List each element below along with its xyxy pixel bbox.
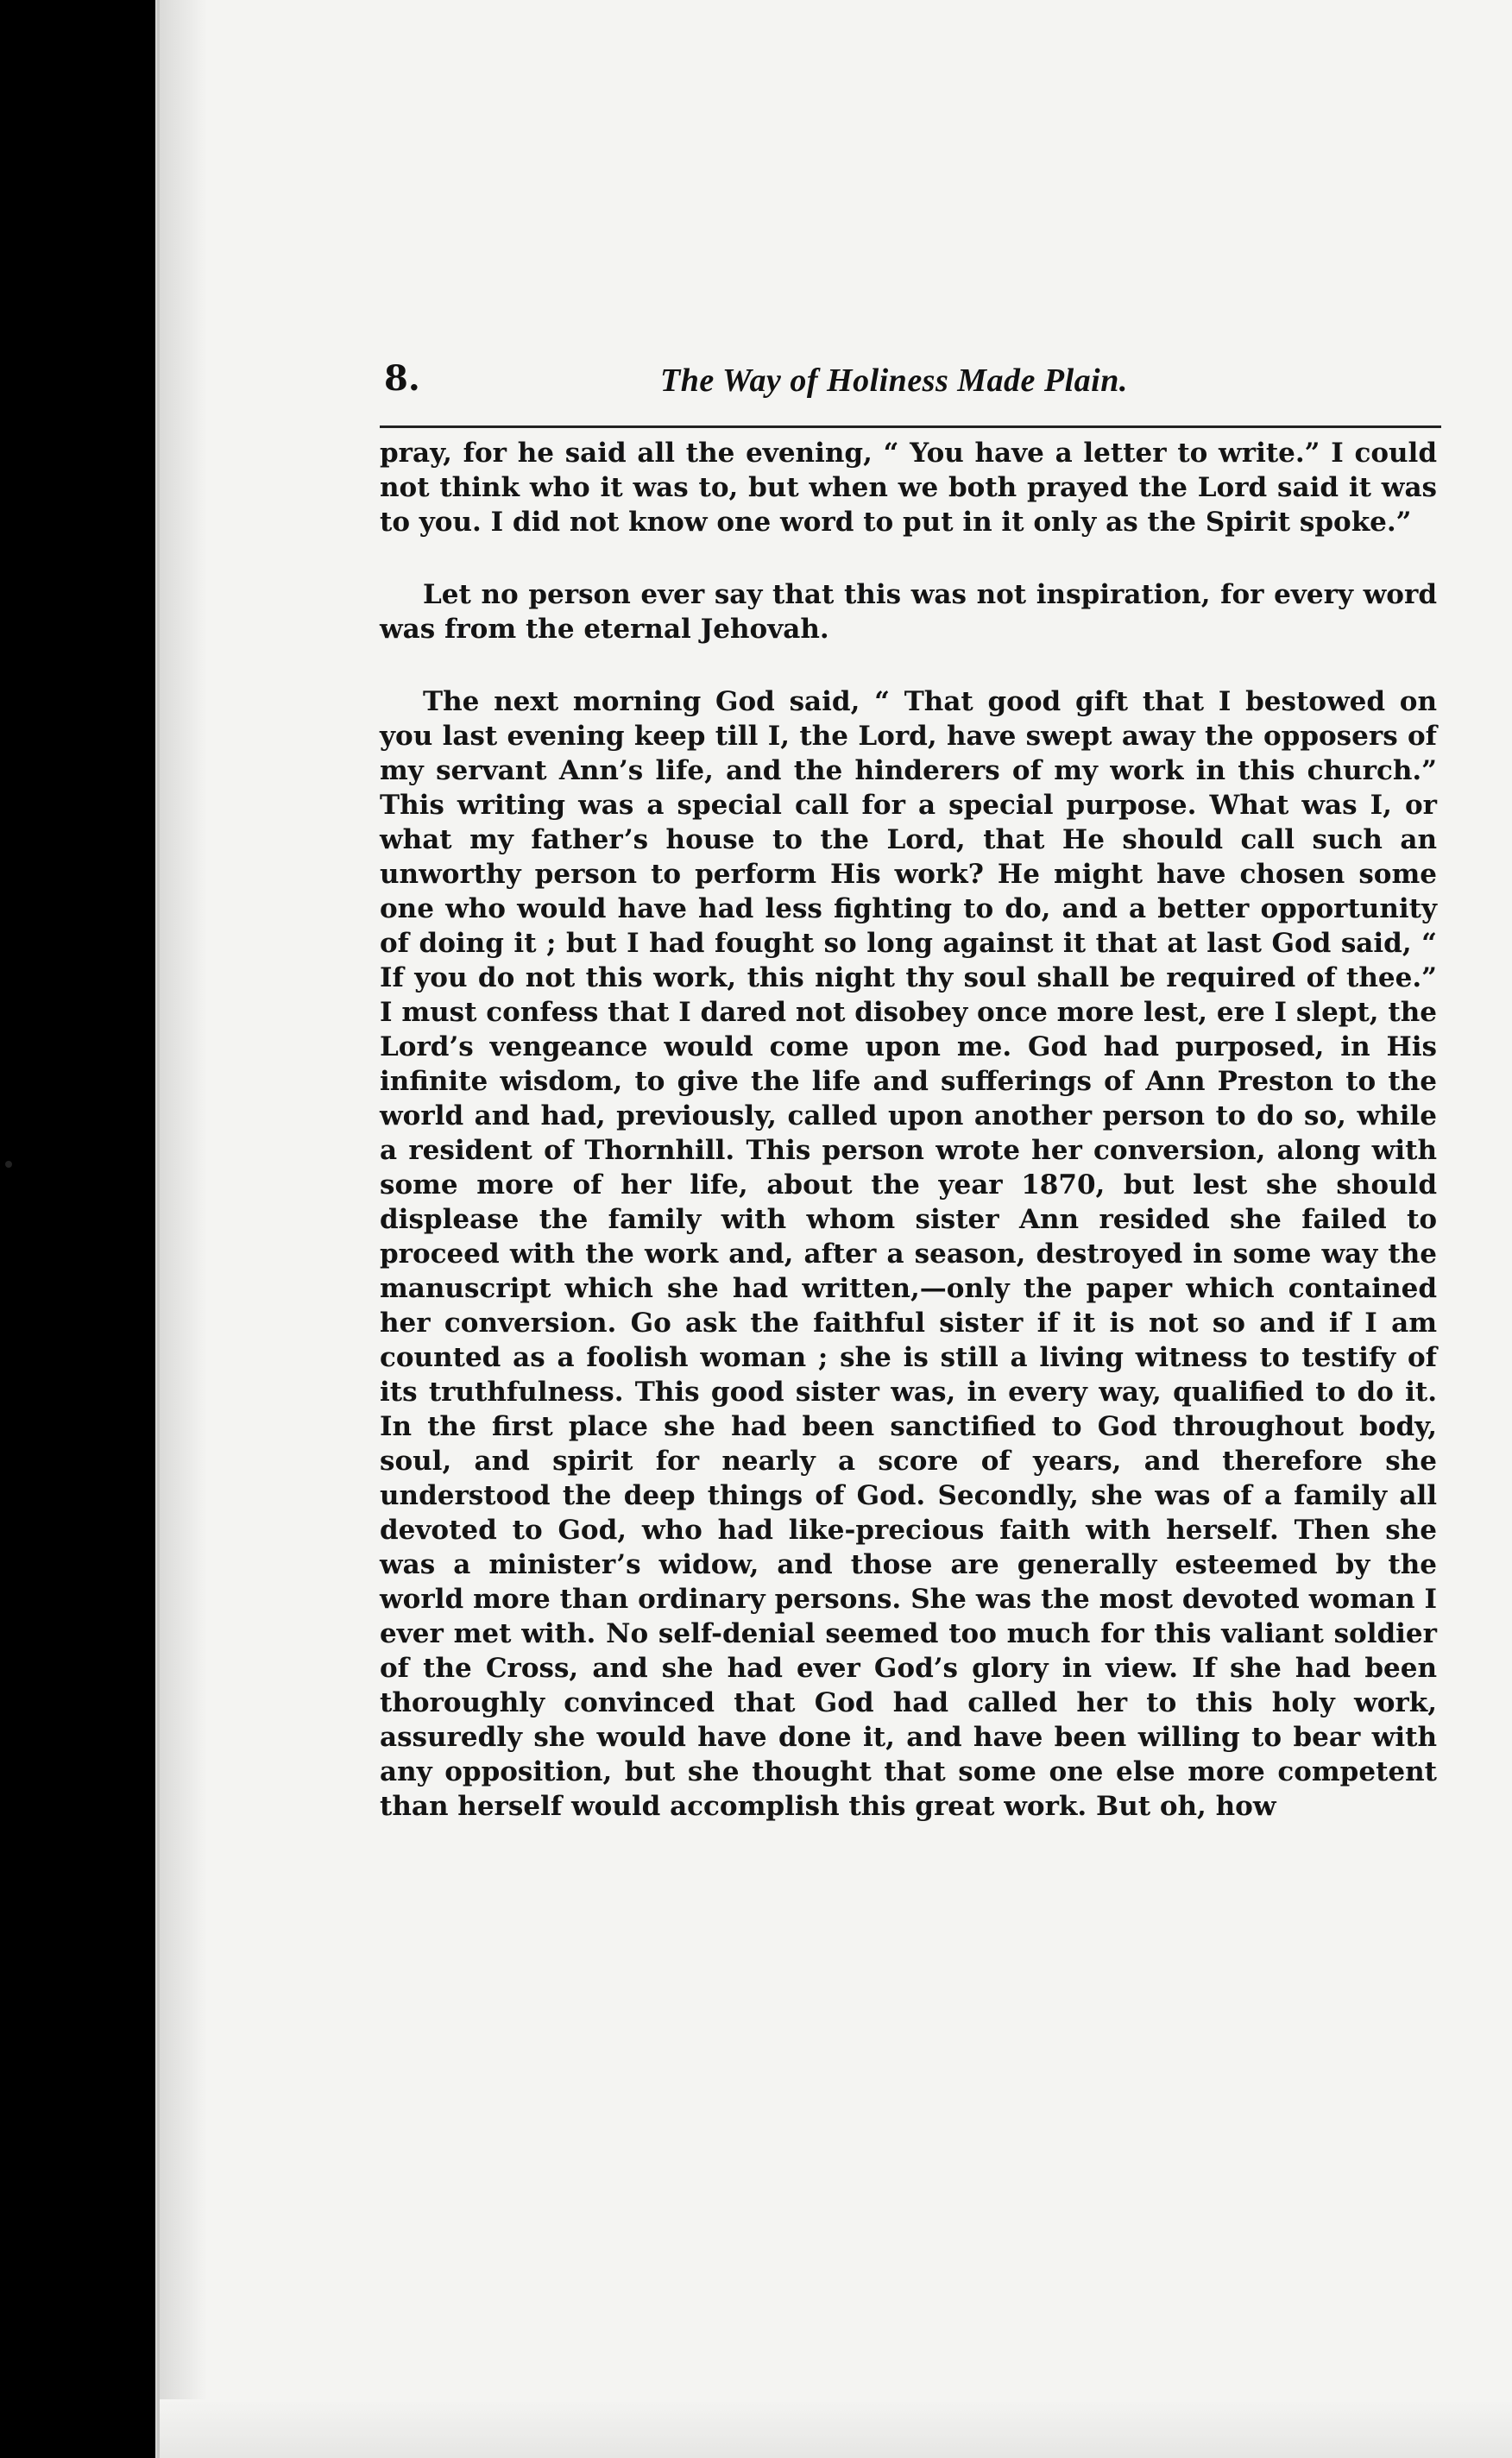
margin-mark xyxy=(5,1161,12,1168)
header-rule xyxy=(380,425,1441,428)
page-edge xyxy=(157,0,160,2458)
paragraph-inspiration: Let no person ever say that this was not inspiration, for every word was from the eternal Jehovah. xyxy=(380,579,1437,645)
running-title: The Way of Holiness Made Plain. xyxy=(660,362,1128,399)
page-bottom-shadow xyxy=(160,2399,1512,2458)
body-text xyxy=(380,436,1437,1824)
page-header xyxy=(384,358,1441,410)
paragraph-continuation: pray, for he said all the evening, “ You have a letter to write.” I could not think who it was to, but when we both prayed the Lord said it was to you. I did not know one word to put in it only as the Spirit spoke.” xyxy=(380,438,1437,538)
page-number: 8. xyxy=(384,358,420,399)
paragraph-next-morning: The next morning God said, “ That good gift that I bestowed on you last evening keep till I, the Lord, have swept away the opposers of my servant Ann’s life, and the hinderers of my work in this church.” This writing was a special call for a special purpose. What was I, or what my father’s house to the Lord, that He should call such an unworthy person to perform His work? He might have chosen some one who would have had less fighting to do, and a better opportunity of doing it ; but I had fought so long against it that at last God said, “ If you do not this work, this night thy soul shall be required of thee.” I must confess that I dared not disobey once more lest, ere I slept, the Lord’s vengeance would come upon me. God had purposed, in His infinite wisdom, to give the life and sufferings of Ann Preston to the world and had, previously, called upon another person to do so, while a resident of Thornhill. This person wrote her conversion, along with some more of her life, about the year 1870, but lest she should displease the family with whom sister Ann resided she failed to proceed with the work and, after a season, destroyed in some way the manuscript which she had written,—only the paper which contained her conversion. Go ask the faithful sister if it is not so and if I am counted as a foolish woman ; she is still a living witness to testify of its truthfulness. This good sister was, in every way, qualified to do it. In the first place she had been sanctified to God throughout body, soul, and spirit for nearly a score of years, and therefore she understood the deep things of God. Secondly, she was of a family all devoted to God, who had like-precious faith with herself. Then she was a minister’s widow, and those are generally esteemed by the world more than ordinary persons. She was the most devoted woman I ever met with. No self-denial seemed too much for this valiant soldier of the Cross, and she had ever God’s glory in view. If she had been thoroughly convinced that God had called her to this holy work, assuredly she would have done it, and have been willing to bear with any opposition, but she thought that some one else more competent than herself would accomplish this great work. But oh, how xyxy=(380,686,1437,1822)
